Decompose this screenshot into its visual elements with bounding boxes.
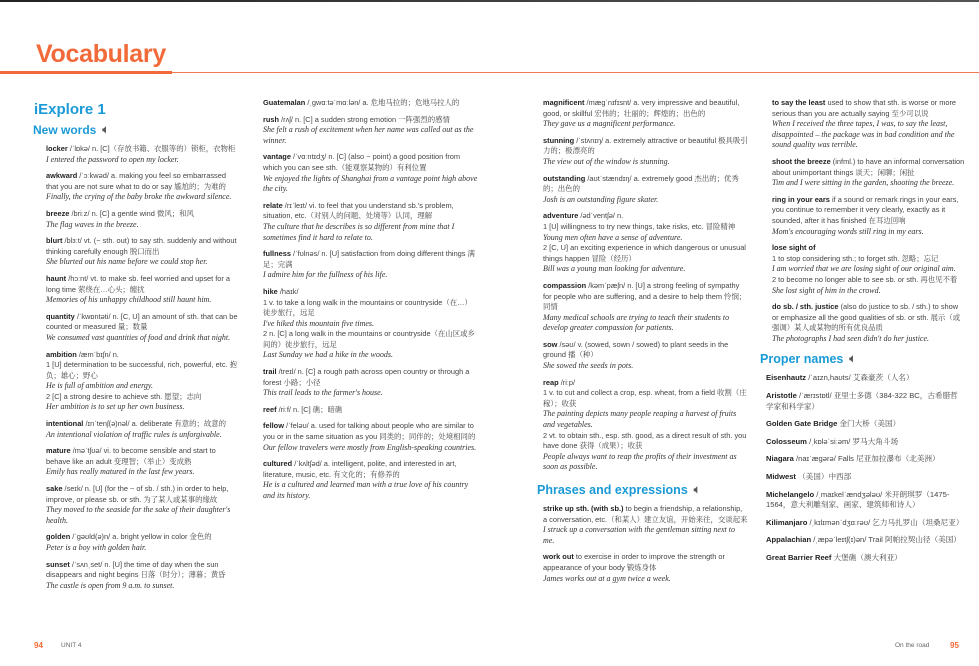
entry-list	[543, 98, 748, 473]
entry	[766, 472, 965, 483]
entry	[263, 367, 478, 399]
definition: /blɜːt/ vt. (~ sth. out) to say sth. suddenly and without thinking carefully enough 脱口而出	[46, 236, 237, 256]
entry	[46, 560, 239, 592]
entry-list	[263, 98, 478, 502]
page-title: Vocabulary	[36, 40, 166, 68]
entry	[543, 504, 748, 546]
definition: 2 to become no longer able to see sb. or sth. 再也见不着	[772, 274, 958, 284]
definition: /ˌæpəˈleɪtʃ(ɪ)ən/ Trail 阿帕拉契山径（美国）	[813, 535, 961, 545]
definition: /ˈkwɒntəti/ n. [C, U] an amount of sth. that can be counted or measured 量；数量	[46, 311, 238, 332]
definition: /ˌkɒləˈsiːəm/ 罗马大角斗场	[809, 436, 899, 446]
definition: 2 [C, U] an exciting experience in which dangerous or unusual things happen 冒险（经历）	[543, 243, 746, 263]
definition: /briːz/ n. [C] a gentle wind 微风；和风	[71, 208, 194, 218]
new-words-heading	[33, 123, 239, 137]
example-sentence: An intentional violation of traffic rules is unforgivable.	[46, 429, 222, 439]
speaker-icon[interactable]: 🔈︎	[693, 483, 701, 496]
definition: /ˈsʌnˌset/ n. [U] the time of day when the sun disappears and night begins 日落（时分）；薄暮；黄昏	[46, 559, 226, 580]
headword: work out	[543, 552, 574, 562]
entry	[46, 171, 239, 203]
entry	[46, 274, 239, 306]
heading-label: Proper names	[760, 352, 844, 367]
column-1	[34, 98, 239, 597]
definition: 1 v. to take a long walk in the mountains or countryside（在…）徒步旅行，远足	[263, 297, 472, 318]
example-sentence: Josh is an outstanding figure skater.	[543, 194, 659, 204]
definition: /ˈfʊlnəs/ n. [U] satisfaction from doing different things 满足；完满	[263, 249, 475, 269]
example-sentence: She blurted out his name before we could stop her.	[46, 257, 208, 267]
example-sentence: We enjoyed the lights of Shanghai from a vantage point high above the city.	[263, 173, 478, 194]
headword: mature	[46, 446, 71, 456]
column-2	[263, 98, 478, 508]
definition: 1 [U] willingness to try new things, take risks, etc. 冒险精神	[543, 221, 736, 231]
example-sentence: Finally, the crying of the baby broke the awkward silence.	[46, 192, 232, 202]
entry	[543, 98, 748, 130]
heading-label: New words	[33, 123, 97, 137]
example-sentence: The painting depicts many people reaping a harvest of fruits and vegetables.	[543, 409, 737, 430]
entry	[263, 287, 478, 361]
unit-label: UNIT 4	[61, 642, 82, 649]
example-sentence: Last Sunday we had a hike in the woods.	[263, 350, 393, 360]
example-sentence: The view out of the window is stunning.	[543, 156, 670, 166]
headword: intentional	[46, 419, 84, 429]
speaker-icon[interactable]: 🔈︎	[102, 123, 109, 136]
definition: /ˈkʌltʃəd/ a. intelligent, polite, and interested in art, literature, music, etc. 有文化的；有修养的	[263, 459, 457, 479]
headword: relate	[263, 200, 283, 210]
example-sentence: The photographs I had seen didn't do her justice.	[772, 333, 930, 343]
entry-list	[34, 144, 239, 591]
entry	[263, 459, 478, 501]
entry	[263, 249, 478, 281]
entry	[46, 209, 239, 230]
example-sentence: We consumed vast quantities of food and drink that night.	[46, 332, 231, 342]
example-sentence: Tim and I were sitting in the garden, shooting the breeze.	[772, 178, 955, 188]
headword: golden	[46, 532, 71, 542]
definition: 大堡礁（澳大利亚）	[833, 553, 902, 562]
example-sentence: Emily has really matured in the last few years.	[46, 467, 195, 477]
example-sentence: Many medical schools are trying to teach their students to develop greater compassion for patients.	[543, 312, 730, 333]
example-sentence: Our fellow travelers were mostly from English-speaking countries.	[263, 442, 477, 452]
entry	[543, 136, 748, 168]
entry	[263, 98, 478, 109]
headword: breeze	[46, 208, 70, 218]
definition: if a sound or remark rings in your ears, you continue to remember it very clearly, exactly as it sounded, after it has finished 在耳边回响	[772, 194, 959, 225]
definition: /ˈlɒkə/ n. [C]（存放书籍、衣服等的）锁柜，衣物柜	[69, 144, 236, 153]
definition: /ˈfeləʊ/ a. used for talking about people who are similar to you or in the same situation as you 同类的；同伴的；处境相同的	[263, 421, 476, 442]
entry	[46, 312, 239, 344]
headword: stunning	[543, 135, 575, 145]
headword: Michelangelo	[766, 489, 815, 499]
definition: /səʊ/ v. (sowed, sown / sowed) to plant seeds in the ground 播（种）	[543, 339, 729, 360]
definition: /ˌkɪlɪmənˈdʒɑːrəʊ/ 乞力马扎罗山（坦桑尼亚）	[809, 517, 964, 527]
entry	[46, 446, 239, 478]
example-sentence: I am worried that we are losing sight of our original aim.	[772, 264, 956, 274]
example-sentence: Mom's encouraging words still ring in my ears.	[772, 226, 924, 236]
example-sentence: She sowed the seeds in pots.	[543, 361, 634, 371]
headword: blurt	[46, 236, 63, 246]
headword: hike	[263, 286, 278, 296]
headword: do sb. / sth. justice	[772, 302, 839, 312]
title-underline	[0, 71, 172, 74]
example-sentence: Her ambition is to set up her own business.	[46, 402, 185, 412]
phrase-list	[543, 504, 748, 584]
page-number-left: 94	[34, 641, 43, 650]
example-sentence: They gave us a magnificent performance.	[543, 119, 676, 129]
definition: /məˈtʃʊə/ vi. to become sensible and start to behave like an adult 变理智；（举止）变成熟	[46, 446, 216, 466]
example-sentence: I entered the password to open my locker.	[46, 154, 179, 164]
headword: Guatemalan	[263, 98, 306, 107]
example-sentence: When I received the three tapes, I was, to say the least, disappointed – the package was in bad condition and the sound quality was terrible.	[772, 119, 955, 150]
entry	[766, 373, 965, 384]
definition: 1 v. to cut and collect a crop, esp. wheat, from a field 收割（庄稼）；收获	[543, 388, 747, 408]
example-sentence: She felt a rush of excitement when her name was called out as the winner.	[263, 125, 474, 145]
example-sentence: He is full of ambition and energy.	[46, 381, 154, 391]
top-bar	[0, 0, 979, 2]
headword: Niagara	[766, 454, 794, 464]
entry	[543, 340, 748, 372]
entry	[263, 115, 478, 147]
headword: rush	[263, 114, 280, 124]
headword: Golden Gate Bridge	[766, 419, 838, 429]
example-sentence: I struck up a conversation with the gentleman sitting next to me.	[543, 525, 735, 545]
headword: reef	[263, 404, 277, 414]
definition: /hɔːnt/ vt. to make sb. feel worried and upset for a long time 萦绕在…心头；缠扰	[46, 273, 231, 294]
entry	[543, 281, 748, 334]
headword: Midwest	[766, 472, 796, 482]
entry	[543, 552, 748, 584]
column-3	[537, 98, 748, 590]
definition: /æmˈbɪʃn/ n.	[78, 349, 119, 359]
example-sentence: The flag waves in the breeze.	[46, 219, 139, 229]
example-sentence: Bill was a young man looking for adventure.	[543, 264, 686, 274]
headword: shoot the breeze	[772, 156, 831, 166]
example-sentence: They moved to the seaside for the sake of their daughter's health.	[46, 505, 231, 525]
headword: Colosseum	[766, 436, 807, 446]
entry	[46, 236, 239, 268]
definition: /seɪk/ n. [U] (for the ~ of sb. / sth.) in order to help, improve, or please sb. or sth. 为了某人或某事的缘故	[46, 484, 229, 504]
definition: /naɪˈæɡərə/ Falls 尼亚加拉瀑布（北美洲）	[795, 454, 940, 464]
definition: /ˌmaɪkelˈændʒələʊ/ 米开朗琪罗（1475-1564，意大利雕刻家、画家、建筑师和诗人）	[766, 489, 950, 510]
definition: （美国）中西部	[798, 472, 852, 482]
example-sentence: I've hiked this mountain five times.	[263, 318, 375, 328]
phrase-list	[772, 98, 965, 344]
definition: /mæɡˈnɪfɪsnt/ a. very impressive and beautiful, good, or skillful 宏伟的；壮丽的；辉煌的；出色的	[543, 98, 740, 118]
proper-names-list	[766, 373, 965, 563]
headword: ring in your ears	[772, 194, 830, 204]
header-rule	[172, 72, 979, 73]
headword: adventure	[543, 211, 579, 221]
definition: /haɪk/	[279, 286, 299, 296]
heading-label: Phrases and expressions	[537, 483, 688, 497]
definition: 金门大桥（美国）	[839, 419, 901, 429]
chapter-label: On the road	[895, 642, 930, 649]
section-title: iExplore 1	[34, 101, 106, 118]
definition: /ˈvɑːntɪdʒ/ n. [C] (also ~ point) a good position from which you can see sth.（能观察某物的）有利位置	[263, 152, 461, 172]
headword: magnificent	[543, 98, 585, 107]
entry	[766, 553, 965, 564]
entry	[772, 98, 965, 151]
definition: 2 vt. to obtain sth., esp. sth. good, as a direct result of sth. you have done 获得（成果）；收获	[543, 430, 747, 451]
entry	[543, 211, 748, 275]
definition: /ɪnˈtenʃ(ə)nəl/ a. deliberate 有意的；故意的	[85, 419, 227, 429]
definition: /ˈærɪstɒtl/ 亚里士多德（384-322 BC，古希腊哲学家和科学家）	[766, 391, 958, 411]
entry	[766, 454, 965, 465]
headword: reap	[543, 377, 559, 387]
headword: to say the least	[772, 98, 826, 107]
entry	[772, 243, 965, 296]
entry	[46, 419, 239, 440]
definition: /ˈaɪzn,haʊts/ 艾森豪茨（人名）	[808, 373, 914, 383]
headword: cultured	[263, 459, 293, 469]
headword: fullness	[263, 249, 291, 259]
entry	[46, 532, 239, 553]
entry	[766, 391, 965, 412]
headword: sunset	[46, 559, 70, 569]
entry	[772, 195, 965, 237]
headword: Aristotle	[766, 391, 797, 401]
proper-names-heading	[760, 352, 965, 366]
example-sentence: She lost sight of him in the crowd.	[772, 285, 881, 295]
definition: 2 n. [C] a long walk in the mountains or countryside（在山区或乡间的）徒步旅行，远足	[263, 329, 475, 349]
entry	[263, 405, 478, 416]
headword: locker	[46, 144, 68, 153]
column-4	[760, 98, 965, 571]
headword: compassion	[543, 280, 587, 290]
entry	[263, 421, 478, 453]
entry	[766, 518, 965, 529]
headword: sow	[543, 339, 558, 349]
definition: 1 to stop considering sth.; to forget sth. 忽略；忘记	[772, 253, 939, 263]
example-sentence: The castle is open from 9 a.m. to sunset.	[46, 580, 175, 590]
example-sentence: James works out at a gym twice a week.	[543, 573, 671, 583]
headword: fellow	[263, 421, 284, 431]
example-sentence: Memories of his unhappy childhood still haunt him.	[46, 295, 212, 305]
example-sentence: The culture that he describes is so different from mine that I sometimes find it hard to relate to.	[263, 221, 455, 242]
definition: /kəmˈpæʃn/ n. [U] a strong feeling of sympathy for people who are suffering, and a desire to help them 怜悯；同情	[543, 280, 747, 312]
definition: 1 [U] determination to be successful, rich, powerful, etc. 抱负；雄心；野心	[46, 360, 238, 380]
definition: /rɪˈleɪt/ vi. to feel that you understand sb.'s problem, situation, etc.（对别人的问题、处境等）认同，理解	[263, 200, 454, 221]
entry	[772, 157, 965, 189]
example-sentence: He is a cultured and learned man with a true love of his country and its history.	[263, 480, 469, 500]
entry	[543, 174, 748, 206]
headword: outstanding	[543, 173, 586, 183]
definition: (also do justice to sb. / sth.) to show or emphasize all the good qualities of sb. or sth. 展示（或强调）某人或某物的所有优良品质	[772, 302, 961, 333]
entry	[46, 144, 239, 165]
headword: Eisenhautz	[766, 373, 807, 383]
example-sentence: Peter is a boy with golden hair.	[46, 543, 147, 552]
entry	[263, 152, 478, 194]
definition: /aʊtˈstændɪŋ/ a. extremely good 杰出的；优秀的；出色的	[543, 173, 739, 194]
definition: /ˈstʌnɪŋ/ a. extremely attractive or beautiful 极具吸引力的；极漂亮的	[543, 135, 748, 156]
phrases-heading	[537, 483, 748, 497]
headword: Appalachian	[766, 535, 812, 545]
definition: to exercise in order to improve the strength or appearance of your body 锻炼身体	[543, 552, 725, 572]
page-number-right: 95	[950, 641, 959, 650]
headword: Great Barrier Reef	[766, 553, 832, 562]
example-sentence: Young men often have a sense of adventure.	[543, 232, 683, 242]
headword: ambition	[46, 349, 77, 359]
headword: Kilimanjaro	[766, 517, 808, 527]
definition: (infml.) to have an informal conversation about unimportant things 谈天；闲聊；闲扯	[772, 156, 965, 177]
example-sentence: I admire him for the fullness of his life.	[263, 270, 388, 280]
definition: /rʌʃ/ n. [C] a sudden strong emotion 一阵强烈的感情	[281, 114, 450, 124]
entry	[543, 378, 748, 473]
definition: to begin a friendship, a relationship, a conversation, etc.（和某人）建立友谊，开始来往，交谈起来	[543, 504, 748, 524]
definition: 2 [C] a strong desire to achieve sth. 愿望；志向	[46, 391, 202, 401]
example-sentence: This trail leads to the farmer's house.	[263, 388, 383, 398]
definition: /riːp/	[560, 377, 576, 387]
definition: /ədˈventʃə/ n.	[580, 211, 624, 221]
entry	[46, 350, 239, 414]
headword: awkward	[46, 171, 78, 181]
headword: trail	[263, 367, 277, 377]
headword: lose sight of	[772, 243, 816, 253]
headword: haunt	[46, 273, 67, 283]
entry	[766, 490, 965, 511]
headword: quantity	[46, 311, 75, 321]
speaker-icon[interactable]: 🔈︎	[849, 352, 856, 365]
headword: vantage	[263, 152, 291, 162]
definition: /ˈɔːkwəd/ a. making you feel so embarrassed that you are not sure what to do or say 尴尬的；为难的	[46, 171, 226, 191]
example-sentence: People always want to reap the profits of their investment as soon as possible.	[543, 451, 737, 472]
entry	[46, 484, 239, 526]
entry	[766, 437, 965, 448]
entry	[263, 201, 478, 243]
headword: strike up sth. (with sb.)	[543, 504, 624, 513]
definition: used to show that sth. is worse or more serious than you are actually saying 至少可以说	[772, 98, 957, 118]
entry	[766, 419, 965, 430]
entry	[772, 302, 965, 344]
definition: /ˌɡwɑːtəˈmɑːlən/ a. 危地马拉的；危地马拉人的	[307, 98, 460, 107]
definition: /ˈɡəʊld(ə)n/ a. bright yellow in color 金色的	[72, 532, 212, 542]
entry	[766, 535, 965, 546]
definition: /riːf/ n. [C] 礁；暗礁	[278, 404, 343, 414]
definition: /treɪl/ n. [C] a rough path across open country or through a forest 小路；小径	[263, 367, 470, 387]
headword: sake	[46, 484, 63, 494]
